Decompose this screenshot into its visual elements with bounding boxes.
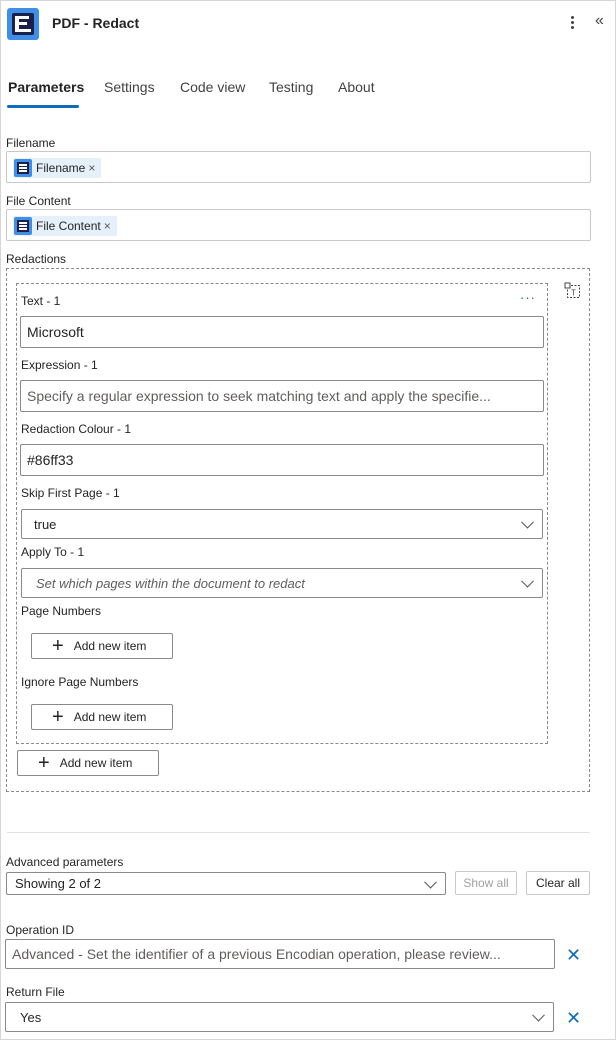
encodian-icon [14, 217, 32, 235]
redaction-colour-input[interactable]: #86ff33 [20, 444, 544, 476]
clear-all-button[interactable]: Clear all [526, 871, 590, 895]
more-options-icon[interactable] [563, 14, 581, 34]
app-logo-icon [7, 8, 39, 40]
expression-label: Expression - 1 [21, 358, 98, 372]
remove-token-icon[interactable]: × [103, 219, 111, 233]
plus-icon: + [38, 752, 50, 774]
plus-icon: + [52, 635, 64, 657]
skip-first-page-label: Skip First Page - 1 [21, 486, 120, 500]
tab-parameters[interactable]: Parameters [8, 79, 85, 95]
return-file-value: Yes [20, 1009, 42, 1025]
file-content-token-label: File Content [36, 219, 101, 233]
advanced-parameters-value: Showing 2 of 2 [15, 876, 102, 891]
filename-label: Filename [6, 136, 56, 150]
apply-to-label: Apply To - 1 [21, 545, 85, 559]
apply-to-placeholder: Set which pages within the document to redact [36, 575, 305, 591]
text-label: Text - 1 [21, 294, 61, 308]
operation-id-input[interactable]: Advanced - Set the identifier of a previous Encodian operation, please review... [5, 939, 555, 969]
chevron-down-icon [424, 875, 437, 888]
chevron-down-icon [532, 1009, 545, 1022]
ignore-page-numbers-label: Ignore Page Numbers [21, 675, 139, 689]
tab-about[interactable]: About [338, 79, 375, 95]
file-content-label: File Content [6, 194, 71, 208]
chevron-down-icon [521, 575, 534, 588]
tab-code-view[interactable]: Code view [180, 79, 246, 95]
remove-token-icon[interactable]: × [88, 161, 96, 175]
page-numbers-label: Page Numbers [21, 604, 102, 618]
show-all-button[interactable]: Show all [455, 871, 517, 895]
encodian-icon [14, 159, 32, 177]
expression-input[interactable]: Specify a regular expression to seek matching text and apply the specifie... [20, 380, 544, 412]
add-button-label: Add new item [73, 710, 147, 724]
redaction-colour-label: Redaction Colour - 1 [21, 422, 132, 436]
add-button-label: Add new item [73, 639, 147, 653]
skip-first-page-value: true [34, 516, 57, 532]
remove-operation-id-icon[interactable]: ✕ [566, 945, 582, 965]
apply-to-select[interactable] [21, 568, 543, 598]
plus-icon: + [52, 706, 64, 728]
collapse-panel-icon[interactable]: « [595, 12, 604, 29]
svg-text:T: T [571, 288, 576, 298]
return-file-select[interactable] [5, 1002, 554, 1032]
remove-return-file-icon[interactable]: ✕ [566, 1008, 582, 1028]
redactions-label: Redactions [6, 252, 67, 266]
redaction-item-more-icon[interactable]: ··· [520, 290, 536, 305]
section-divider [7, 832, 590, 833]
tab-testing[interactable]: Testing [269, 79, 314, 95]
redactions-add-button[interactable] [17, 750, 159, 776]
filename-token-label: Filename [36, 161, 86, 175]
advanced-parameters-select[interactable] [6, 872, 446, 895]
return-file-label: Return File [6, 985, 65, 999]
app-title: PDF - Redact [52, 15, 140, 31]
skip-first-page-select[interactable] [21, 509, 543, 539]
add-button-label: Add new item [59, 756, 133, 770]
tab-settings[interactable]: Settings [104, 79, 155, 95]
ignore-page-numbers-add-button[interactable] [31, 704, 173, 730]
operation-id-label: Operation ID [6, 923, 75, 937]
switch-to-text-mode-icon[interactable] [564, 282, 582, 300]
filename-token[interactable] [13, 158, 101, 178]
advanced-parameters-label: Advanced parameters [6, 855, 124, 869]
file-content-field[interactable] [6, 209, 591, 241]
page-numbers-add-button[interactable] [31, 633, 173, 659]
file-content-token[interactable] [13, 216, 117, 236]
active-tab-indicator [7, 105, 79, 108]
filename-field[interactable] [6, 151, 591, 183]
text-input[interactable]: Microsoft [20, 316, 544, 348]
chevron-down-icon [521, 516, 534, 529]
